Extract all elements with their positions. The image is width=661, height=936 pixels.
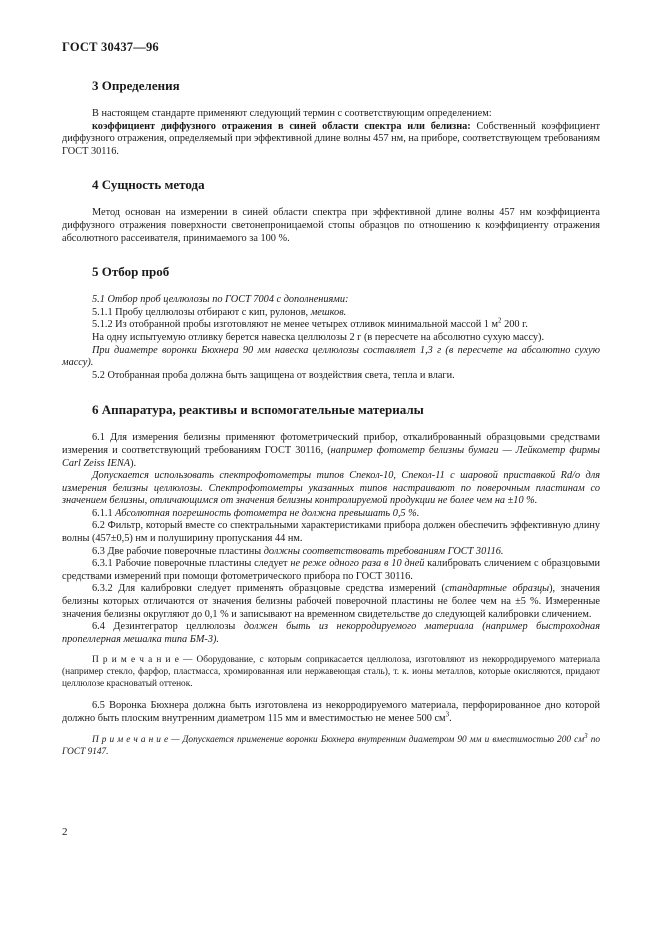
text-italic: не реже одного раза в 10 дней — [290, 558, 425, 570]
paragraph-6-3-1 — [62, 558, 600, 583]
text: 5.1.1 Пробу целлюлозы отбирают с кип, рулонов, — [92, 306, 311, 318]
note-label: П р и м е ч а н и е — [92, 735, 169, 746]
paragraph-sample: На одну испытуемую отливку берется навеска целлюлозы 2 г (в пересчете на абсолютно сухую массу). — [92, 331, 545, 343]
text-italic: стандартные образцы — [444, 583, 550, 595]
paragraph-5-1-2 — [62, 316, 600, 332]
superscript: 3 — [445, 710, 450, 719]
paragraph-spectrophotometers: Допускается использовать спектрофотометры типов Спекол-10, Спекол-11 с шаровой приставкой Rd/o для измерения белизны целлюлозы. Спектрофотометры указанных типов настраивают по поверочным пластинам со значением белизны, отличающимся от значения белизны контролируемой продукции не более чем на ±10 %. — [62, 470, 600, 507]
paragraph-6-4 — [62, 621, 600, 646]
text-italic: например фотометр белизны бумаги — Лейкометр фирмы Carl Zeiss IENA — [62, 444, 600, 469]
text: . — [449, 712, 452, 724]
paragraph-5-2: 5.2 Отобранная проба должна быть защищена от воздействия света, тепла и влаги. — [92, 369, 455, 381]
text: 6.5 Воронка Бюхнера должна быть изготовлена из некорродируемого материала, перфорированное дно которой должно быть плоским внутренним диаметром 115 мм и вместимостью не менее 500 см — [62, 700, 600, 724]
paragraph-6-1 — [62, 432, 600, 470]
term-definition: Собственный коэффициент диффузного отражения, определяемый при эффективной длине волны 457 нм, на приборе, соответствующем требованиям ГОСТ 30116. — [62, 120, 600, 157]
note-text: — Оборудование, с которым соприкасается целлюлоза, изготовляют из некорродируемого материала (например стекло, фарфор, пластмасса, хромированная или нержавеющая сталь), т. к. ионы металлов, которые окисляются, придают целлюлозе красноватый оттенок. — [62, 655, 600, 689]
text-italic: должны соответствовать требованиям ГОСТ 30116. — [263, 545, 504, 557]
section-3-title: 3 Определения — [92, 78, 180, 93]
text: 200 г. — [501, 319, 528, 331]
text: ), значения белизны которых отличаются от значения белизны рабочей поверочной пластины не более чем на ±5 %. Измеренные значения белизны округляют до 0,1 % и записывают на временном свидетельстве до следующей калибровки сличением. — [62, 583, 600, 620]
text: калибровать сличением с образцовыми средствами измерений при помощи фотометрического прибора по ГОСТ 30116. — [62, 558, 601, 582]
text: 5.1.2 Из отобранной пробы изготовляют не менее четырех отливок минимальной массой 1 м — [92, 319, 499, 331]
document-page — [62, 40, 600, 759]
page-number: 2 — [62, 826, 68, 838]
section-6-title: 6 Аппаратура, реактивы и вспомогательные материалы — [92, 402, 424, 418]
paragraph-6-3 — [62, 546, 600, 559]
section-4-title: 4 Сущность метода — [92, 177, 205, 193]
paragraph-5-1: 5.1 Отбор проб целлюлозы по ГОСТ 7004 с дополнениями: — [92, 294, 349, 306]
definition-paragraph — [62, 121, 600, 159]
section-5-title: 5 Отбор проб — [92, 264, 170, 280]
text: ). — [130, 457, 137, 469]
paragraph-6-5 — [62, 700, 600, 725]
section-3-paragraph: В настоящем стандарте применяют следующий термин с соответствующим определением: — [92, 108, 492, 119]
section-4-paragraph: Метод основан на измерении в синей области спектра при эффективной длине волны 457 нм коэффициента диффузного отражения поверхности светонепроницаемой стопы образцов по отношению к коэффициенту отражения абсолютного рассеивателя, принимаемого за 100 %. — [62, 207, 600, 244]
text-italic: мешков. — [310, 306, 347, 318]
paragraph-6-2: 6.2 Фильтр, который вместе со спектральными характеристиками прибора должен обеспечить эффективную длину волны (457±0,5) нм и полуширину пропускания 44 нм. — [62, 520, 600, 545]
note-label: П р и м е ч а н и е — [92, 655, 179, 666]
paragraph-buchner: При диаметре воронки Бюхнера 90 мм навеска целлюлозы составляет 1,3 г (в пересчете на абсолютно сухую массу). — [62, 344, 600, 369]
standard-header: ГОСТ 30437—96 — [62, 40, 159, 54]
note-text: по ГОСТ 9147. — [62, 735, 601, 757]
superscript: 2 — [498, 316, 502, 325]
text: 6.3.1 Рабочие поверочные пластины следует — [92, 558, 291, 570]
text: 6.1.1 — [92, 507, 116, 519]
paragraph-6-3-2 — [62, 583, 600, 621]
paragraph-5-1-1 — [62, 307, 600, 320]
text: 6.1 Для измерения белизны применяют фотометрический прибор, откалиброванный образцовыми средствами измерения и соответствующий требованиям ГОСТ 30116, ( — [62, 432, 600, 456]
text-italic: должен быть из некорродируемого материала (например быстроходная пропеллерная мешалка типа БМ-3). — [62, 621, 600, 645]
text: 6.3.2 Для калибровки следует применять образцовые средства измерений ( — [92, 583, 445, 595]
note-text: — Допускается применение воронки Бюхнера внутренним диаметром 90 мм и вместимостью 200 см — [168, 735, 585, 746]
note-equipment — [62, 655, 600, 690]
superscript: 3 — [584, 732, 588, 741]
paragraph-6-1-1 — [62, 508, 600, 521]
text: 6.3 Две рабочие поверочные пластины — [92, 545, 264, 557]
note-buchner — [62, 732, 601, 758]
text-italic: Абсолютная погрешность фотометра не должна превышать 0,5 %. — [115, 507, 420, 519]
term: коэффициент диффузного отражения в синей области спектра или белизна: — [92, 120, 471, 132]
text: 6.4 Дезинтегратор целлюлозы — [92, 621, 244, 633]
